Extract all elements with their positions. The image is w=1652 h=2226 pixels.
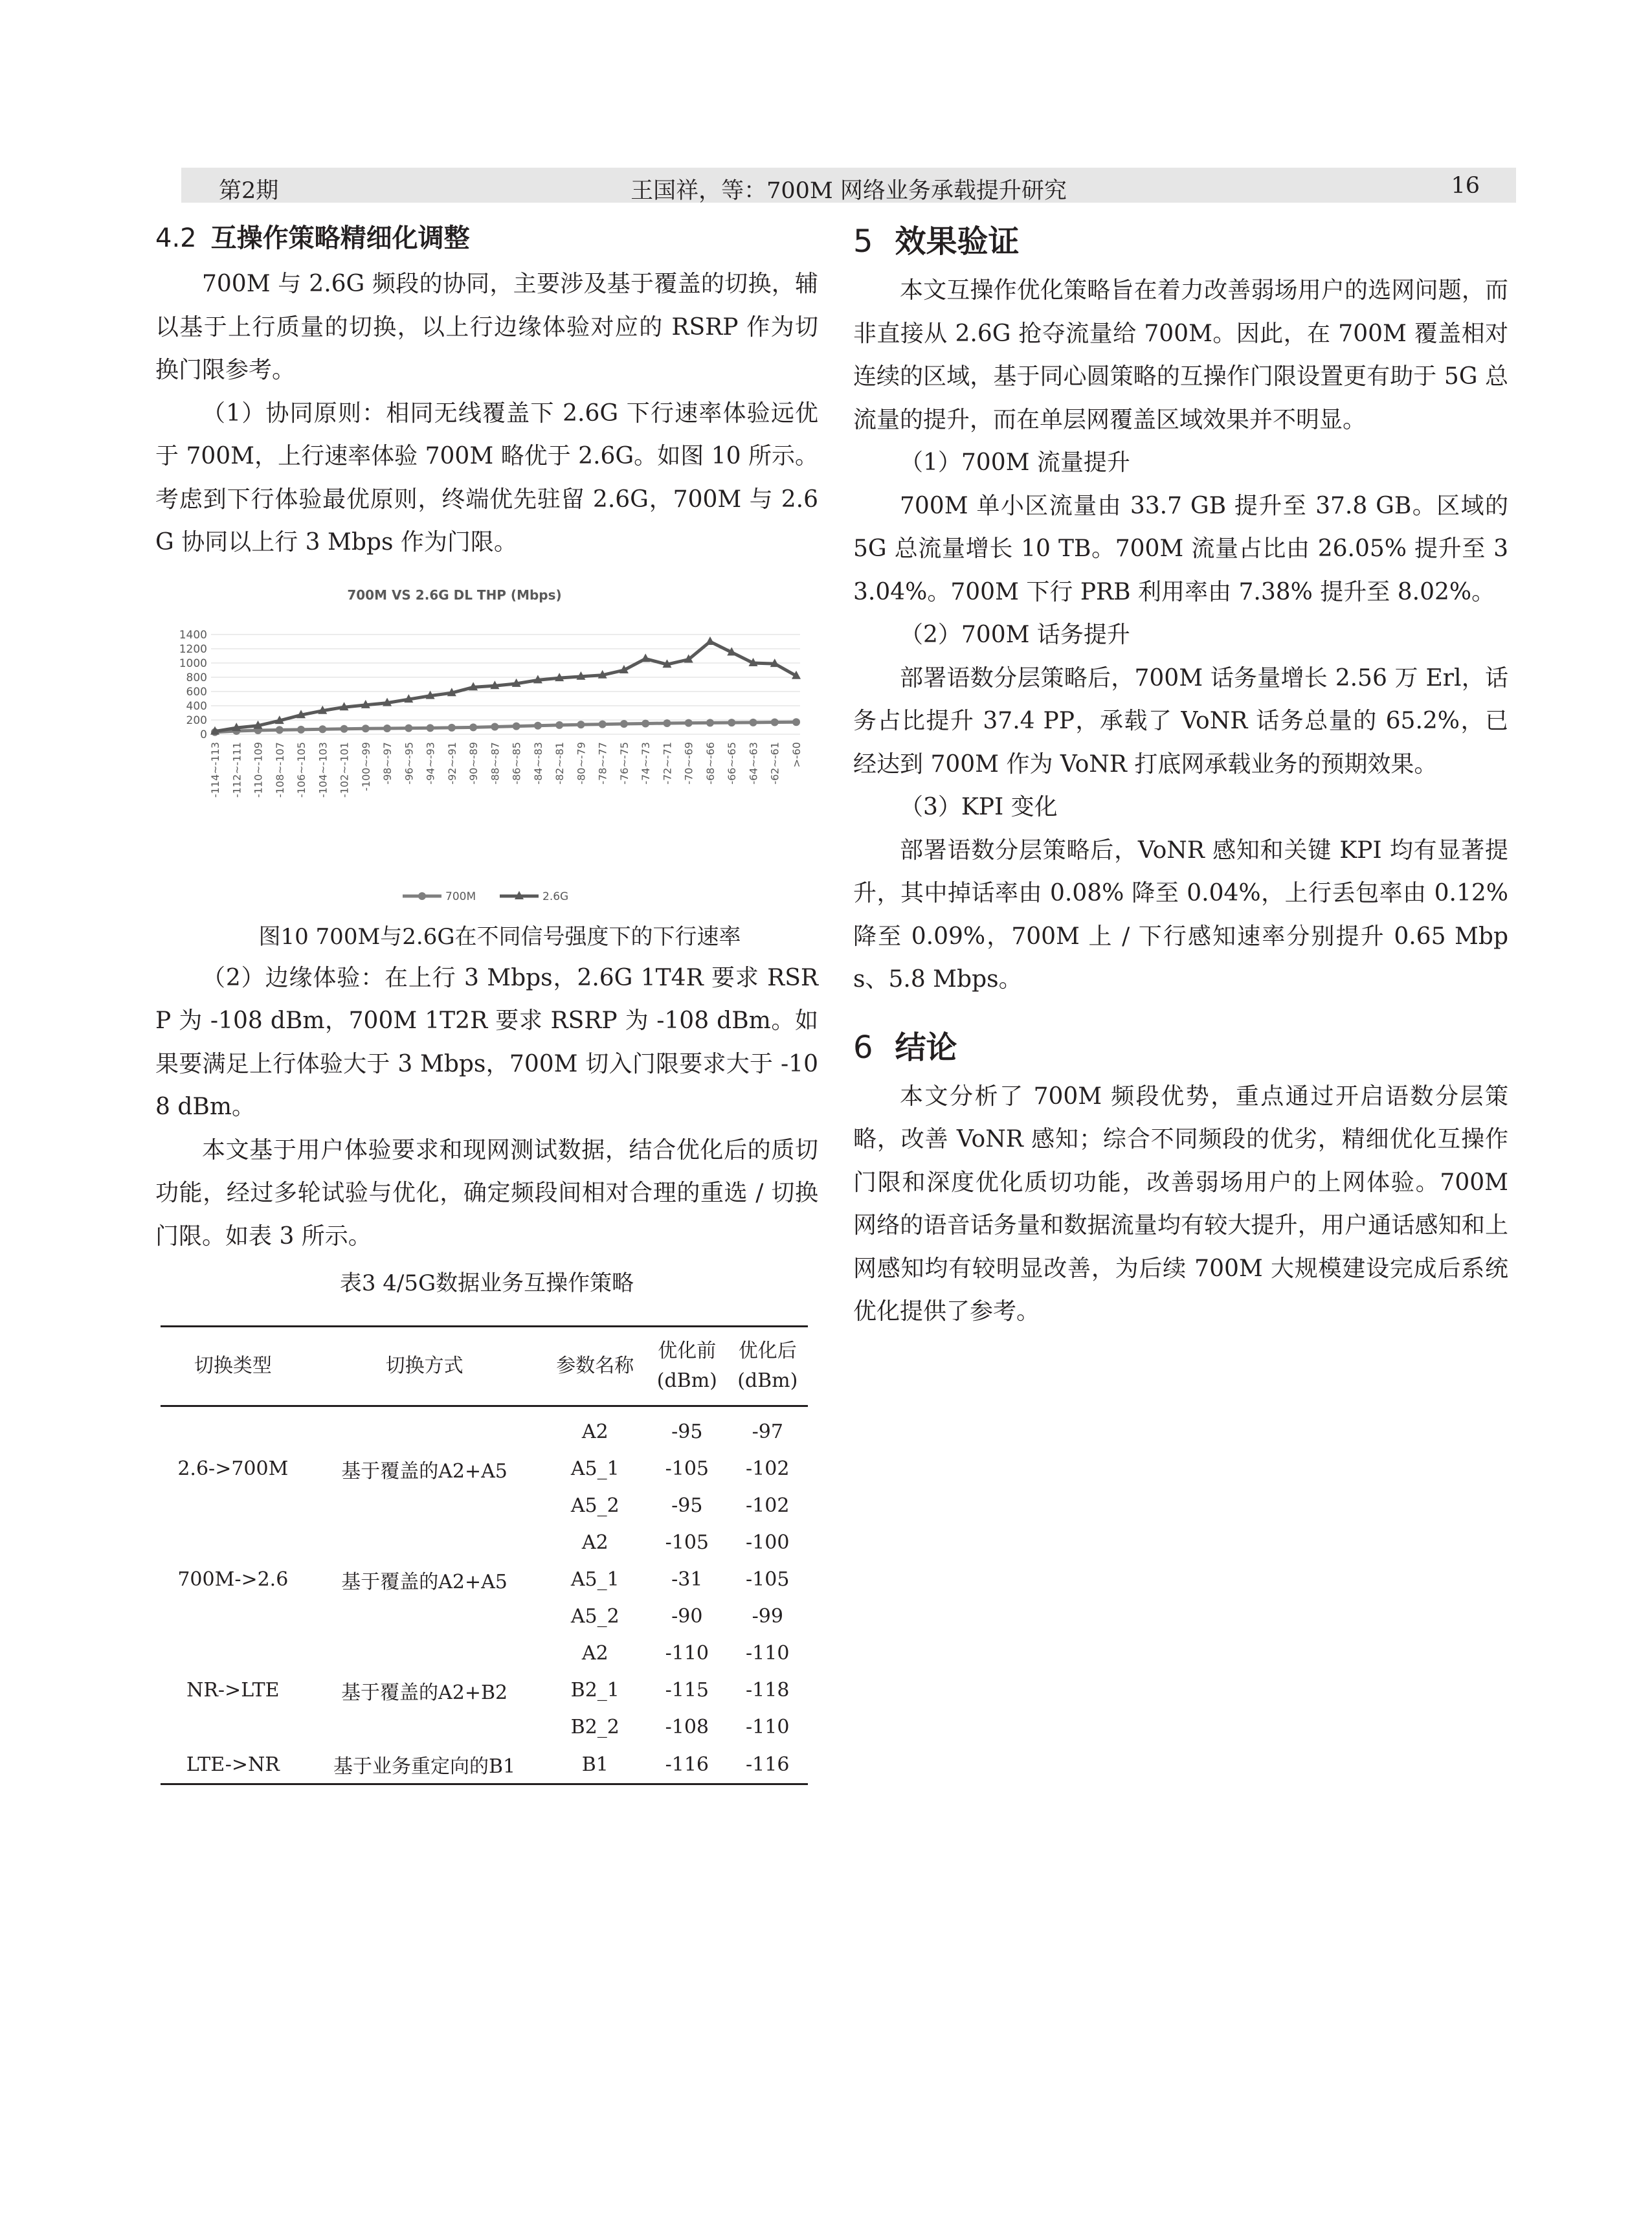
paragraph: 本文分析了 700M 频段优势，重点通过开启语数分层策略，改善 VoNR 感知；综合不同频段的优劣，精细优化互操作门限和深度优化质切功能，改善弱场用户的上网体验。700M 网络的语音话务量和数据流量均有较大提升，用户通话感知和上网感知均有较明显改善，为后续 700M 大规模建设完成后系统优化提供了参考。 bbox=[853, 1083, 1508, 1325]
table-header-row bbox=[161, 1327, 808, 1406]
data-point bbox=[513, 722, 520, 730]
table-row bbox=[161, 1746, 808, 1784]
subheading: （3）KPI 变化 bbox=[900, 794, 1058, 820]
paragraph: 700M 单小区流量由 33.7 GB 提升至 37.8 GB。区域的 5G 总流量增长 10 TB。700M 流量占比由 26.05% 提升至 33.04%。700M 下行 PRB 利用率由 7.38% 提升至 8.02%。 bbox=[853, 492, 1508, 605]
data-point bbox=[362, 725, 370, 732]
paragraph: 部署语数分层策略后，VoNR 感知和关键 KPI 均有显著提升，其中掉话率由 0.08% 降至 0.04%，上行丢包率由 0.12% 降至 0.09%，700M 上 / 下行感知速率分别提升 0.65 Mbps、5.8 Mbps。 bbox=[853, 837, 1508, 993]
figure-caption: 图10 700M与2.6G在不同信号强度下的下行速率 bbox=[258, 923, 741, 950]
table-header-cell: 优化后 (dBm) bbox=[728, 1327, 808, 1406]
data-point bbox=[448, 723, 456, 731]
x-tick-label: -82~-81 bbox=[553, 741, 566, 785]
figure-10-chart bbox=[155, 580, 818, 917]
table-cell: A5_2 bbox=[570, 1494, 620, 1517]
paragraph: 本文基于用户体验要求和现网测试数据，结合优化后的质切功能，经过多轮试验与优化，确定频段间相对合理的重选 / 切换门限。如表 3 所示。 bbox=[155, 1136, 818, 1250]
table-cell: -102 bbox=[746, 1457, 790, 1480]
data-point bbox=[792, 718, 800, 726]
x-tick-label: -98~-97 bbox=[381, 741, 394, 785]
table-cell: A2 bbox=[581, 1421, 608, 1443]
x-tick-label: -92~-91 bbox=[445, 741, 458, 785]
section-number: 6 bbox=[853, 1029, 873, 1066]
x-tick-label: -66~-65 bbox=[726, 741, 739, 785]
section-6-heading bbox=[853, 1020, 1508, 1075]
data-point bbox=[405, 724, 412, 732]
data-point bbox=[771, 718, 779, 726]
x-tick-label: -74~-73 bbox=[640, 741, 653, 785]
table-cell: -108 bbox=[665, 1716, 709, 1738]
table-cell: -118 bbox=[746, 1679, 790, 1702]
data-point bbox=[276, 726, 284, 734]
table-cell: -95 bbox=[671, 1494, 703, 1517]
x-tick-label: >-60 bbox=[790, 741, 803, 768]
section-number: 5 bbox=[853, 223, 873, 260]
x-tick-label: -72~-71 bbox=[661, 741, 674, 785]
table-cell: A2 bbox=[581, 1642, 608, 1665]
x-tick-label: -62~-61 bbox=[768, 741, 781, 785]
data-point bbox=[641, 653, 650, 662]
table-cell: B2_1 bbox=[570, 1679, 620, 1702]
x-tick-label: -108~-107 bbox=[273, 741, 286, 798]
table-cell: -90 bbox=[671, 1605, 703, 1628]
table-cell: A5_1 bbox=[570, 1568, 620, 1591]
running-title: 王国祥，等：700M 网络业务承载提升研究 bbox=[631, 178, 1067, 204]
table-header-cell: 优化前 (dBm) bbox=[647, 1327, 727, 1406]
x-tick-label: -104~-103 bbox=[317, 741, 329, 798]
section-4-2-heading bbox=[155, 214, 818, 263]
data-point bbox=[318, 725, 326, 733]
right-column bbox=[853, 214, 1508, 1334]
table-row bbox=[161, 1524, 808, 1561]
table-header-cell: 参数名称 bbox=[543, 1327, 647, 1406]
table-cell: -97 bbox=[752, 1421, 783, 1443]
x-tick-label: -102~-101 bbox=[338, 741, 351, 798]
table-cell: -116 bbox=[647, 1746, 727, 1784]
x-tick-label: -78~-77 bbox=[596, 741, 609, 785]
y-tick-label: 600 bbox=[186, 685, 207, 699]
table-cell: -100 bbox=[746, 1531, 790, 1554]
paragraph: 700M 与 2.6G 频段的协同，主要涉及基于覆盖的切换，辅以基于上行质量的切换，以上行边缘体验对应的 RSRP 作为切换门限参考。 bbox=[155, 271, 818, 383]
table-cell: 基于覆盖的A2+A5 bbox=[341, 1459, 508, 1483]
data-point bbox=[340, 725, 348, 732]
data-point bbox=[728, 719, 735, 726]
legend-label: 2.6G bbox=[542, 890, 569, 903]
paragraph: （1）协同原则：相同无线覆盖下 2.6G 下行速率体验远优于 700M，上行速率体验 700M 略优于 2.6G。如图 10 所示。考虑到下行体验最优原则，终端优先驻留 2.6G，700M 与 2.6G 协同以上行 3 Mbps 作为门限。 bbox=[155, 399, 818, 556]
table-cell: -115 bbox=[665, 1679, 709, 1702]
interop-strategy-table bbox=[161, 1325, 808, 1785]
section-5-heading bbox=[853, 214, 1508, 269]
table-cell: -110 bbox=[665, 1642, 709, 1665]
x-tick-label: -112~-111 bbox=[230, 741, 243, 798]
y-tick-label: 800 bbox=[186, 671, 207, 684]
legend-marker bbox=[418, 892, 426, 900]
table-cell: 基于业务重定向的B1 bbox=[306, 1746, 544, 1784]
running-header bbox=[181, 168, 1516, 203]
table-cell: 2.6->700M bbox=[177, 1457, 289, 1480]
data-point bbox=[599, 720, 607, 728]
data-point bbox=[706, 636, 715, 645]
left-column bbox=[155, 214, 818, 1785]
table-cell: -31 bbox=[671, 1568, 703, 1591]
y-tick-label: 1000 bbox=[179, 657, 207, 670]
data-point bbox=[427, 724, 434, 732]
table-row bbox=[161, 1406, 808, 1451]
table-cell: -110 bbox=[746, 1642, 790, 1665]
x-tick-label: -90~-89 bbox=[467, 741, 480, 785]
table-cell: B1 bbox=[543, 1746, 647, 1784]
table-header-cell: 切换方式 bbox=[306, 1327, 544, 1406]
table-header-cell: 切换类型 bbox=[161, 1327, 306, 1406]
data-point bbox=[383, 724, 391, 732]
table-cell: -99 bbox=[752, 1605, 783, 1628]
data-point bbox=[642, 719, 649, 727]
subheading: （2）700M 话务提升 bbox=[900, 622, 1130, 648]
data-point bbox=[555, 721, 563, 728]
x-tick-label: -110~-109 bbox=[252, 741, 265, 798]
table-cell: -102 bbox=[746, 1494, 790, 1517]
section-number: 4.2 bbox=[155, 223, 197, 253]
table-cell: -95 bbox=[671, 1421, 703, 1443]
x-tick-label: -96~-95 bbox=[403, 741, 416, 785]
x-tick-label: -86~-85 bbox=[510, 741, 523, 785]
table-cell: A5_1 bbox=[570, 1457, 620, 1480]
section-title: 结论 bbox=[895, 1029, 957, 1066]
table-cell: -105 bbox=[746, 1568, 790, 1591]
y-tick-label: 400 bbox=[186, 699, 207, 713]
table-cell: NR->LTE bbox=[186, 1679, 280, 1702]
data-point bbox=[706, 719, 714, 726]
x-tick-label: -68~-66 bbox=[704, 741, 717, 785]
table-cell: A5_2 bbox=[570, 1605, 620, 1628]
table-cell: 基于覆盖的A2+A5 bbox=[341, 1570, 508, 1593]
x-tick-label: -64~-63 bbox=[747, 741, 760, 785]
issue-number: 第2期 bbox=[219, 178, 279, 204]
x-tick-label: -94~-93 bbox=[424, 741, 437, 785]
table-cell: -105 bbox=[665, 1531, 709, 1554]
x-tick-label: -70~-69 bbox=[682, 741, 695, 785]
data-point bbox=[663, 719, 671, 726]
table-cell: B2_2 bbox=[570, 1716, 620, 1738]
page-number: 16 bbox=[1451, 173, 1480, 199]
paragraph: 部署语数分层策略后，700M 话务量增长 2.56 万 Erl，话务占比提升 37.4 PP，承载了 VoNR 话务总量的 65.2%，已经达到 700M 作为 VoNR 打底网承载业务的预期效果。 bbox=[853, 664, 1508, 778]
x-tick-label: -100~-99 bbox=[359, 741, 372, 791]
table-cell: A2 bbox=[581, 1531, 608, 1554]
x-tick-label: -88~-87 bbox=[489, 741, 502, 785]
x-tick-label: -84~-83 bbox=[531, 741, 544, 785]
data-point bbox=[534, 721, 542, 729]
chart-title: 700M VS 2.6G DL THP (Mbps) bbox=[347, 587, 562, 603]
table-cell: -116 bbox=[728, 1746, 808, 1784]
line-chart bbox=[155, 580, 818, 917]
table-caption: 表3 4/5G数据业务互操作策略 bbox=[339, 1270, 634, 1296]
y-tick-label: 1200 bbox=[179, 642, 207, 656]
y-tick-label: 0 bbox=[200, 728, 207, 741]
x-tick-label: -80~-79 bbox=[575, 741, 588, 785]
table-cell: -105 bbox=[665, 1457, 709, 1480]
data-point bbox=[491, 723, 498, 730]
table-row bbox=[161, 1635, 808, 1672]
data-point bbox=[469, 723, 477, 731]
x-tick-label: -76~-75 bbox=[618, 741, 631, 785]
subheading: （1）700M 流量提升 bbox=[900, 449, 1130, 476]
x-tick-label: -106~-105 bbox=[295, 741, 308, 798]
section-title: 互操作策略精细化调整 bbox=[210, 223, 470, 253]
paragraph: （2）边缘体验：在上行 3 Mbps，2.6G 1T4R 要求 RSRP 为 -108 dBm，700M 1T2R 要求 RSRP 为 -108 dBm。如果要满足上行体验大于 3 Mbps，700M 切入门限要求大于 -108 dBm。 bbox=[155, 964, 818, 1120]
table-cell: LTE->NR bbox=[161, 1746, 306, 1784]
table-cell: -110 bbox=[746, 1716, 790, 1738]
table-cell: 基于覆盖的A2+B2 bbox=[341, 1681, 508, 1704]
data-point bbox=[620, 720, 628, 728]
data-point bbox=[577, 721, 585, 728]
paragraph: 本文互操作优化策略旨在着力改善弱场用户的选网问题，而非直接从 2.6G 抢夺流量给 700M。因此，在 700M 覆盖相对连续的区域，基于同心圆策略的互操作门限设置更有助于 5G 总流量的提升，而在单层网覆盖区域效果并不明显。 bbox=[853, 277, 1508, 433]
data-point bbox=[685, 719, 693, 726]
legend-label: 700M bbox=[445, 890, 476, 903]
y-tick-label: 200 bbox=[186, 714, 207, 727]
section-title: 效果验证 bbox=[895, 223, 1020, 260]
table-cell: 700M->2.6 bbox=[177, 1568, 289, 1591]
x-tick-label: -114~-113 bbox=[209, 741, 221, 798]
data-point bbox=[749, 718, 757, 726]
data-point bbox=[297, 725, 305, 733]
y-tick-label: 1400 bbox=[179, 628, 207, 642]
